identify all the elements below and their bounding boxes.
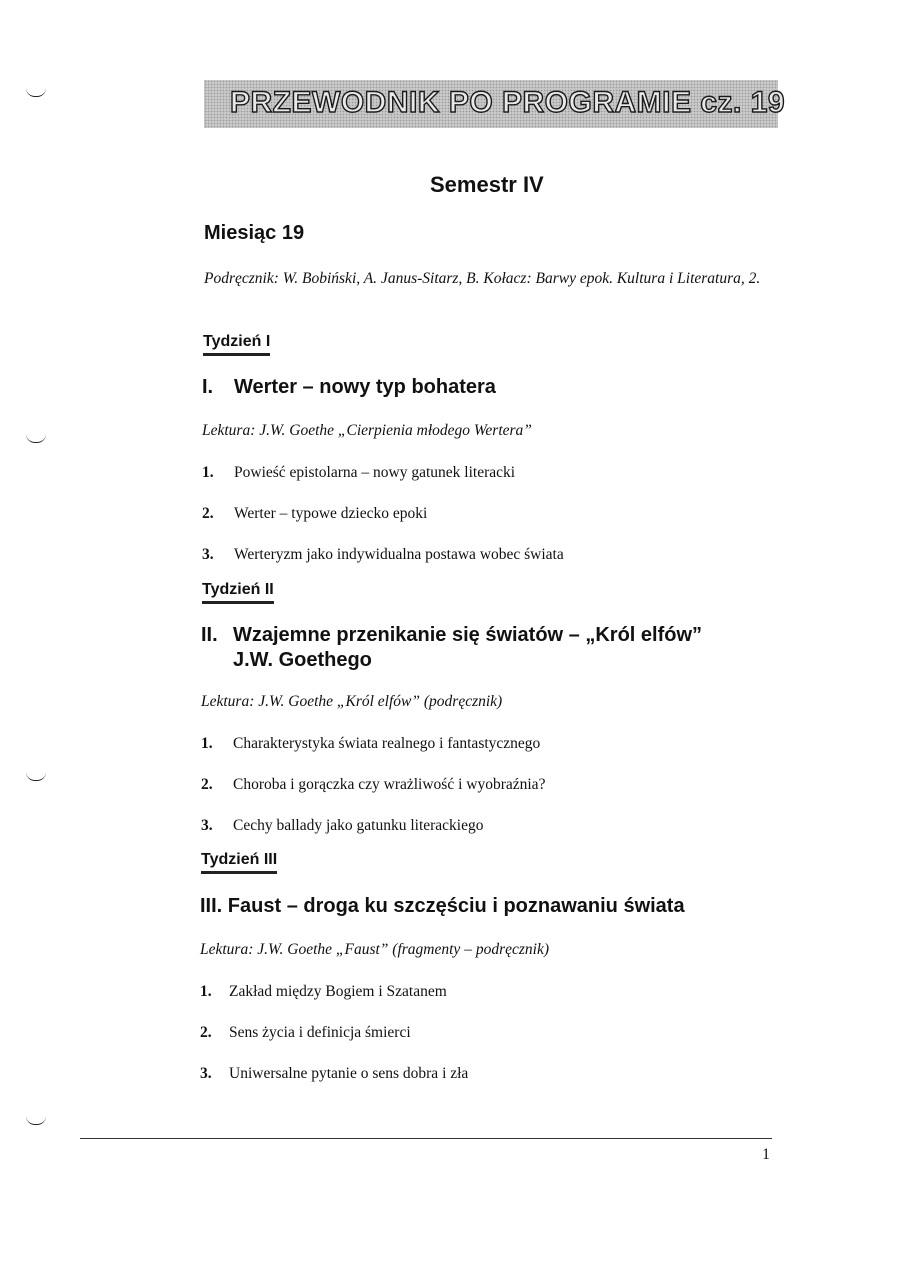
week-label: Tydzień II [202, 581, 274, 604]
section-number: II. [201, 624, 218, 646]
section-number: III. [200, 895, 223, 917]
page-number: 1 [762, 1146, 770, 1163]
list-item: 3. Cechy ballady jako gatunku literackiego [201, 817, 484, 834]
textbook-info: Podręcznik: W. Bobiński, A. Janus-Sitarz, B. Kołacz: Barwy epok. Kultura i Literatura, 2. [204, 270, 761, 287]
list-item: 2. Sens życia i definicja śmierci [200, 1024, 411, 1041]
section-heading [200, 894, 685, 919]
list-item: 2. Werter – typowe dziecko epoki [202, 505, 428, 522]
list-item: 3. Werteryzm jako indywidualna postawa wobec świata [202, 546, 564, 563]
section-title: Werter – nowy typ bohatera [234, 376, 496, 398]
semester-title: Semestr IV [430, 172, 544, 197]
month-title: Miesiąc 19 [204, 222, 305, 244]
section-title-continued: J.W. Goethego [233, 649, 372, 671]
section-heading [202, 375, 496, 400]
reading-note: Lektura: J.W. Goethe „Cierpienia młodego Wertera” [202, 422, 532, 439]
list-item: 1. Powieść epistolarna – nowy gatunek literacki [202, 464, 516, 481]
list-item: 1. Charakterystyka świata realnego i fantastycznego [201, 735, 541, 752]
list-item: 3. Uniwersalne pytanie o sens dobra i zła [200, 1065, 469, 1082]
binder-mark [26, 88, 46, 97]
reading-note: Lektura: J.W. Goethe „Król elfów” (podręcznik) [201, 693, 503, 710]
list-item: 1. Zakład między Bogiem i Szatanem [200, 983, 447, 1000]
footer-divider [80, 1138, 772, 1139]
section-title: Faust – droga ku szczęściu i poznawaniu świata [227, 895, 685, 917]
binder-mark [26, 1116, 46, 1125]
section-number: I. [202, 376, 214, 398]
reading-note: Lektura: J.W. Goethe „Faust” (fragmenty – podręcznik) [200, 941, 549, 958]
binder-mark [26, 772, 46, 781]
list-item: 2. Choroba i gorączka czy wrażliwość i wyobraźnia? [201, 776, 546, 793]
banner-title: PRZEWODNIK PO PROGRAMIE cz. 19 [230, 86, 786, 119]
section-title: Wzajemne przenikanie się światów – „Król elfów” [233, 624, 703, 646]
week-label: Tydzień III [201, 851, 277, 874]
section-heading [201, 623, 702, 673]
binder-mark [26, 434, 46, 443]
week-label: Tydzień I [203, 333, 270, 356]
